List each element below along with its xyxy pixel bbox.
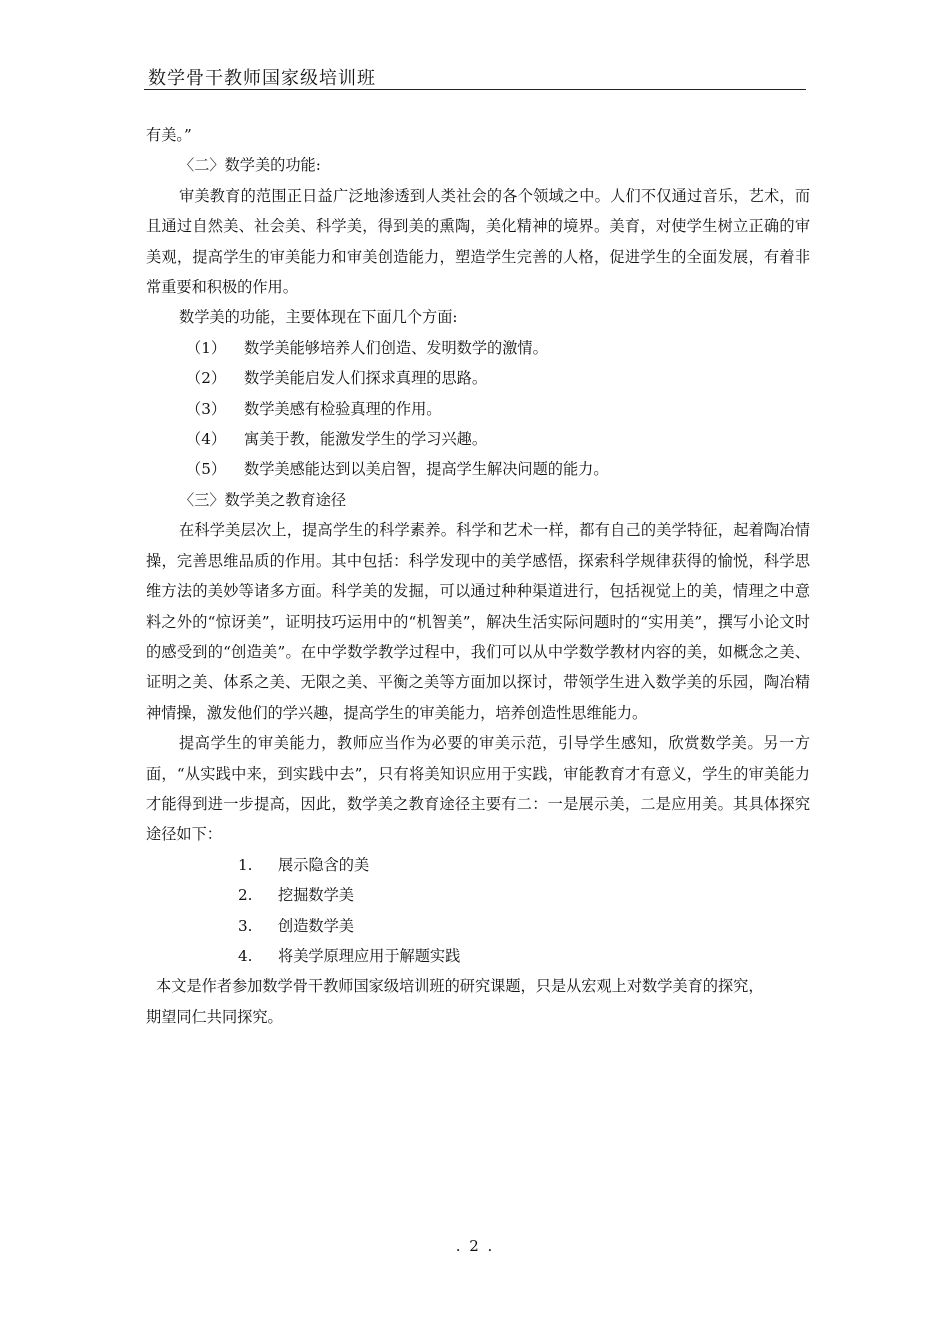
list-item-number: 1.: [238, 855, 253, 874]
list-item: [146, 880, 810, 910]
list-item-number: （4）: [186, 430, 227, 449]
list-item-text: 数学美感有检验真理的作用。: [244, 399, 442, 418]
list-item: [146, 394, 810, 424]
list-item-number: （3）: [186, 399, 227, 418]
closing-paragraph-tail: 期望同仁共同探究。: [146, 1007, 283, 1026]
section-heading-functions: 〈二〉数学美的功能:: [179, 156, 321, 175]
list-item: [146, 424, 810, 454]
list-item-number: （1）: [186, 338, 227, 357]
list-item: [146, 911, 810, 941]
paragraph-aesthetic-education: 审美教育的范围正日益广泛地渗透到人类社会的各个领域之中。人们不仅通过音乐，艺术，而且通过自然美、社会美、科学美，得到美的熏陶，美化精神的境界。美育，对使学生树立正确的审美观，提高学生的审美能力和审美创造能力，塑造学生完善的人格，促进学生的全面发展，有着非常重要和积极的作用。: [146, 186, 810, 297]
paragraph-teacher-role: 提高学生的审美能力，教师应当作为必要的审美示范，引导学生感知，欣赏数学美。另一方面，“从实践中来，到实践中去”，只有将美知识应用于实践，审能教育才有意义，学生的审美能力才能得到进一步提高，因此，数学美之教育途径主要有二：一是展示美，二是应用美。其具体探究途径如下：: [146, 734, 810, 844]
paths-list: [146, 850, 810, 972]
list-item: [146, 941, 810, 971]
list-item-number: 3.: [238, 916, 253, 935]
list-item: [146, 363, 810, 393]
list-item: [146, 850, 810, 880]
list-item-number: （5）: [186, 460, 227, 479]
section-heading-paths: 〈三〉数学美之教育途径: [179, 490, 347, 509]
list-item-text: 挖掘数学美: [278, 886, 354, 905]
list-item-text: 创造数学美: [278, 916, 354, 935]
list-item-text: 展示隐含的美: [278, 855, 370, 874]
header-rule: [144, 89, 806, 90]
list-item-text: 将美学原理应用于解题实践: [278, 946, 461, 965]
paragraph-science-beauty: 在科学美层次上，提高学生的科学素养。科学和艺术一样，都有自己的美学特征，起着陶冶情操，完善思维品质的作用。其中包括：科学发现中的美学感悟，探索科学规律获得的愉悦，科学思维方法的美妙等诸多方面。科学美的发掘，可以通过种种渠道进行，包括视觉上的美，情理之中意料之外的“惊讶美”，证明技巧运用中的“机智美”，解决生活实际问题时的“实用美”，撰写小论文时的感受到的“创造美”。在中学数学教学过程中，我们可以从中学数学教材内容的美，如概念之美、证明之美、体系之美、无限之美、平衡之美等方面加以探讨，带领学生进入数学美的乐园，陶冶精神情操，激发他们的学兴趣，提高学生的审美能力，培养创造性思维能力。: [146, 521, 810, 722]
closing-paragraph: 本文是作者参加数学骨干教师国家级培训班的研究课题，只是从宏观上对数学美育的探究，: [156, 977, 764, 996]
list-item-text: 寓美于教，能激发学生的学习兴趣。: [244, 430, 487, 449]
list-item-text: 数学美能启发人们探求真理的思路。: [244, 369, 487, 388]
list-item-text: 数学美能够培养人们创造、发明数学的激情。: [244, 338, 548, 357]
list-item-text: 数学美感能达到以美启智，提高学生解决问题的能力。: [244, 460, 609, 479]
list-item-number: 4.: [238, 946, 253, 965]
list-item: [146, 454, 810, 484]
paragraph-continuation: 有美。”: [146, 126, 192, 144]
list-item-number: 2.: [238, 886, 253, 905]
paragraph-functions-lead: 数学美的功能，主要体现在下面几个方面:: [179, 308, 458, 327]
list-item-number: （2）: [186, 369, 227, 388]
page-number: . 2 .: [455, 1237, 495, 1255]
functions-list: [146, 333, 810, 485]
header-title: 数学骨干教师国家级培训班: [148, 68, 376, 89]
list-item: [146, 333, 810, 363]
document-body: [146, 120, 810, 1032]
